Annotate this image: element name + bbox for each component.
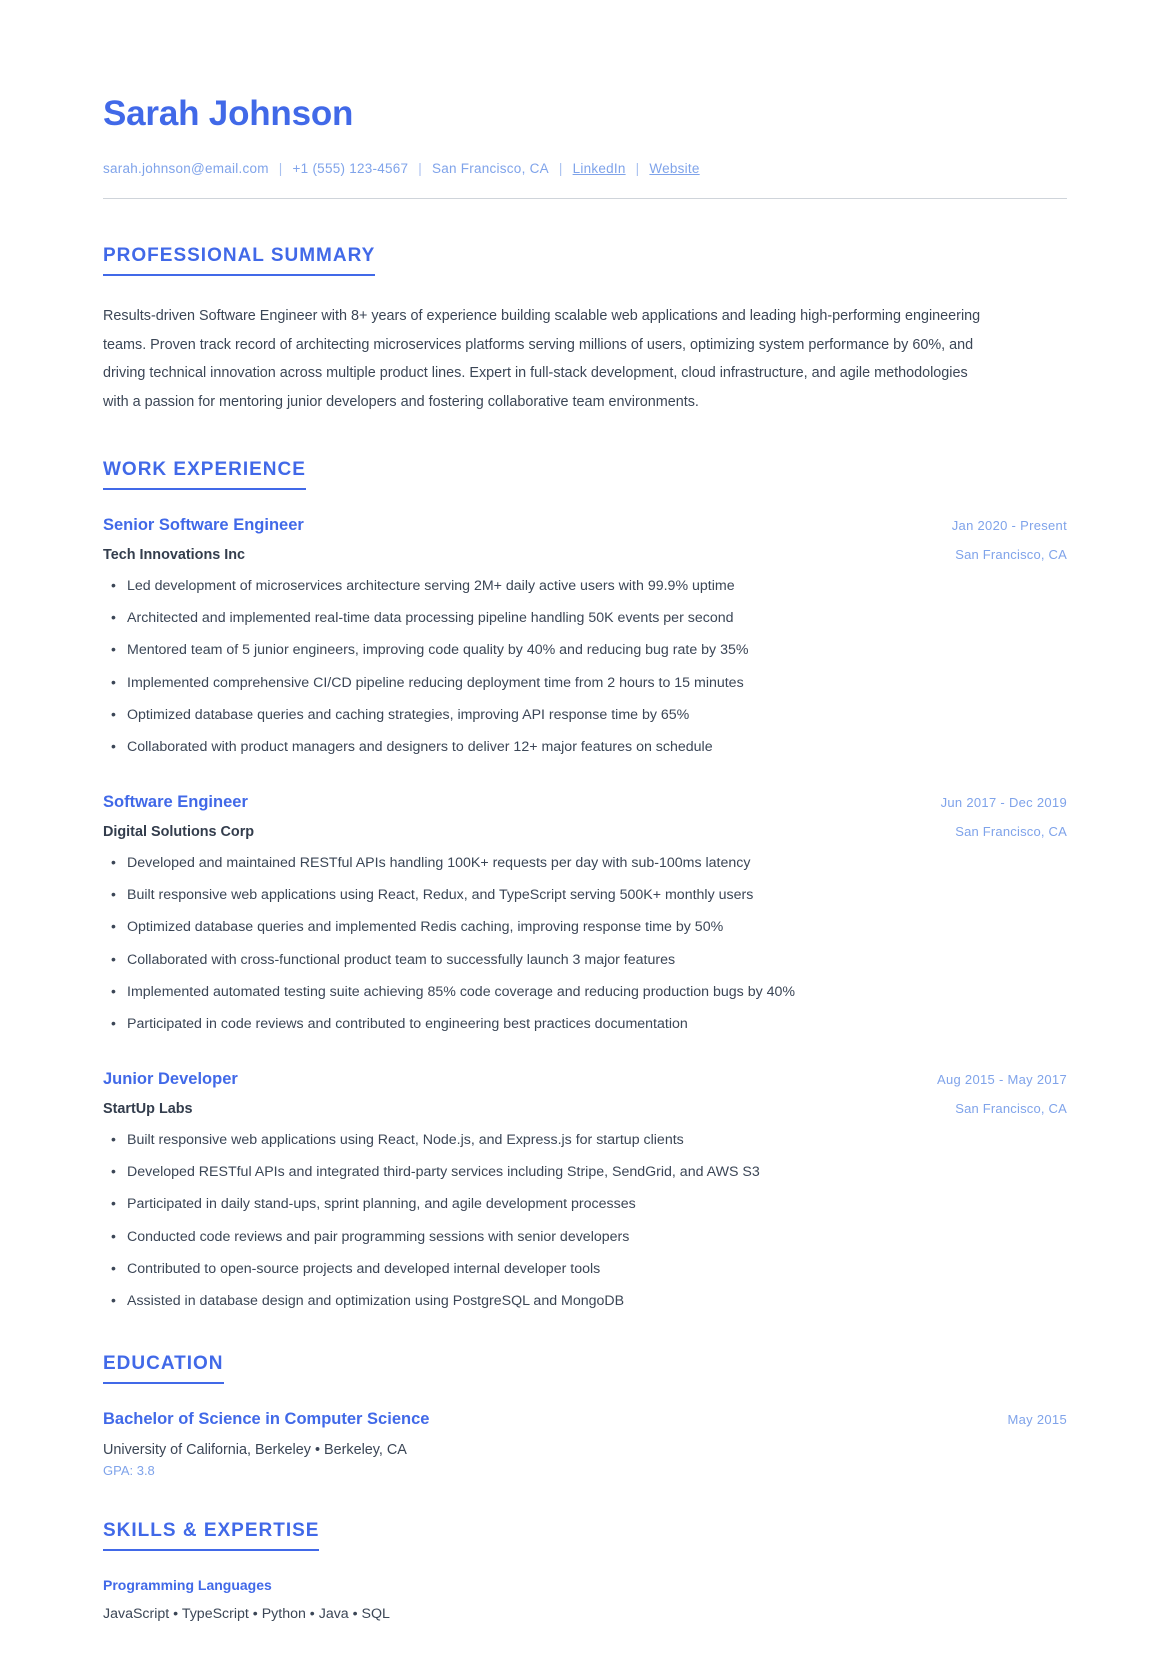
section-title-skills: SKILLS & EXPERTISE: [103, 1520, 319, 1551]
job-company: StartUp Labs: [103, 1101, 193, 1118]
job-bullet: • Implemented automated testing suite achieving 85% code coverage and reducing production bugs by 40%: [103, 983, 1067, 1002]
job-bullet: • Conducted code reviews and pair programming sessions with senior developers: [103, 1228, 1067, 1247]
education-list: [103, 1410, 1067, 1478]
contact-san-francisco-ca: San Francisco, CA: [432, 160, 549, 176]
job-title-row: [103, 1070, 1067, 1101]
job-bullet-list: [103, 1131, 1067, 1311]
job-title: Junior Developer: [103, 1070, 238, 1089]
job-location: San Francisco, CA: [955, 547, 1067, 562]
job-dates: Jun 2017 - Dec 2019: [940, 795, 1067, 811]
header-divider: [103, 198, 1067, 199]
job-bullet: • Implemented comprehensive CI/CD pipeline reducing deployment time from 2 hours to 15 minutes: [103, 674, 1067, 693]
education-school: University of California, Berkeley • Berkeley, CA: [103, 1442, 407, 1459]
section-professional-summary: [103, 245, 1067, 417]
job-bullet: • Built responsive web applications using React, Node.js, and Express.js for startup clients: [103, 1131, 1067, 1150]
contact-separator: |: [278, 160, 283, 176]
job-bullet: • Participated in code reviews and contributed to engineering best practices documentation: [103, 1015, 1067, 1034]
skill-group: [103, 1577, 1067, 1625]
experience-list: [103, 516, 1067, 1311]
skills-list: [103, 1577, 1067, 1625]
job-bullet: • Collaborated with cross-functional product team to successfully launch 3 major features: [103, 951, 1067, 970]
section-education: [103, 1353, 1067, 1478]
job-bullet-list: [103, 854, 1067, 1034]
contact-sarah-johnson-email-com: sarah.johnson@email.com: [103, 160, 269, 176]
job-dates: Jan 2020 - Present: [951, 518, 1067, 533]
job-company: Tech Innovations Inc: [103, 547, 246, 563]
job-title-row: [103, 516, 1067, 547]
resume-header: [103, 96, 1067, 199]
skill-values: JavaScript • TypeScript • Python • Java • SQL: [103, 1606, 390, 1623]
job-bullet-list: [103, 577, 1067, 757]
contact-separator: |: [418, 160, 423, 176]
job-entry: [103, 1070, 1067, 1311]
job-company: Digital Solutions Corp: [103, 824, 255, 841]
job-bullet: • Optimized database queries and caching strategies, improving API response time by 65%: [103, 706, 1067, 725]
job-title: Senior Software Engineer: [103, 516, 304, 534]
section-title-summary: PROFESSIONAL SUMMARY: [103, 245, 375, 276]
education-gpa: GPA: 3.8: [103, 1463, 155, 1479]
job-title-row: [103, 793, 1067, 824]
summary-text: Results-driven Software Engineer with 8+ years of experience building scalable web applications and leading high-performing engineering teams. Proven track record of architecting microservices platforms serving millions of users, optimizing system performance by 60%, and driving technical innovation across multiple product lines. Expert in full-stack development, cloud infrastructure, and agile methodologies with a passion for mentoring junior developers and fostering collaborative team environments.: [103, 307, 981, 411]
education-degree-row: [103, 1410, 1067, 1442]
section-skills: [103, 1520, 1067, 1625]
job-bullet: • Mentored team of 5 junior engineers, improving code quality by 40% and reducing bug rate by 35%: [103, 641, 1067, 660]
section-work-experience: [103, 459, 1067, 1311]
job-company-row: [103, 1101, 1067, 1117]
education-degree: Bachelor of Science in Computer Science: [103, 1410, 430, 1429]
job-bullet: • Built responsive web applications using React, Redux, and TypeScript serving 500K+ monthly users: [103, 886, 1067, 905]
job-bullet: • Optimized database queries and implemented Redis caching, improving response time by 50%: [103, 918, 1067, 937]
job-location: San Francisco, CA: [955, 824, 1067, 840]
contact-linkedin[interactable]: LinkedIn: [572, 160, 626, 176]
candidate-name: Sarah Johnson: [103, 94, 354, 133]
section-title-experience: WORK EXPERIENCE: [103, 459, 306, 490]
job-company-row: [103, 547, 1067, 563]
job-bullet: • Developed RESTful APIs and integrated third-party services including Stripe, SendGrid, and AWS S3: [103, 1163, 1067, 1182]
education-entry: [103, 1410, 1067, 1478]
job-location: San Francisco, CA: [955, 1101, 1067, 1117]
job-bullet: • Developed and maintained RESTful APIs handling 100K+ requests per day with sub-100ms latency: [103, 854, 1067, 873]
job-bullet: • Collaborated with product managers and designers to deliver 12+ major features on schedule: [103, 738, 1067, 757]
job-bullet: • Assisted in database design and optimization using PostgreSQL and MongoDB: [103, 1292, 1067, 1311]
job-bullet: • Participated in daily stand-ups, sprint planning, and agile development processes: [103, 1195, 1067, 1214]
job-bullet: • Contributed to open-source projects and developed internal developer tools: [103, 1260, 1067, 1279]
job-company-row: [103, 824, 1067, 840]
contact-1-555-123-4567: +1 (555) 123-4567: [292, 160, 409, 176]
job-title: Software Engineer: [103, 793, 248, 812]
contact-separator: |: [558, 160, 563, 176]
job-entry: [103, 516, 1067, 757]
job-bullet: • Led development of microservices architecture serving 2M+ daily active users with 99.9% uptime: [103, 577, 1067, 596]
contact-line: [103, 161, 1067, 176]
job-bullet: • Architected and implemented real-time data processing pipeline handling 50K events per second: [103, 609, 1067, 628]
job-dates: Aug 2015 - May 2017: [936, 1072, 1067, 1088]
job-entry: [103, 793, 1067, 1034]
skill-category: Programming Languages: [103, 1577, 272, 1594]
contact-website[interactable]: Website: [649, 160, 700, 176]
education-date: May 2015: [1007, 1412, 1067, 1428]
contact-separator: |: [635, 160, 640, 176]
section-title-education: EDUCATION: [103, 1353, 224, 1384]
